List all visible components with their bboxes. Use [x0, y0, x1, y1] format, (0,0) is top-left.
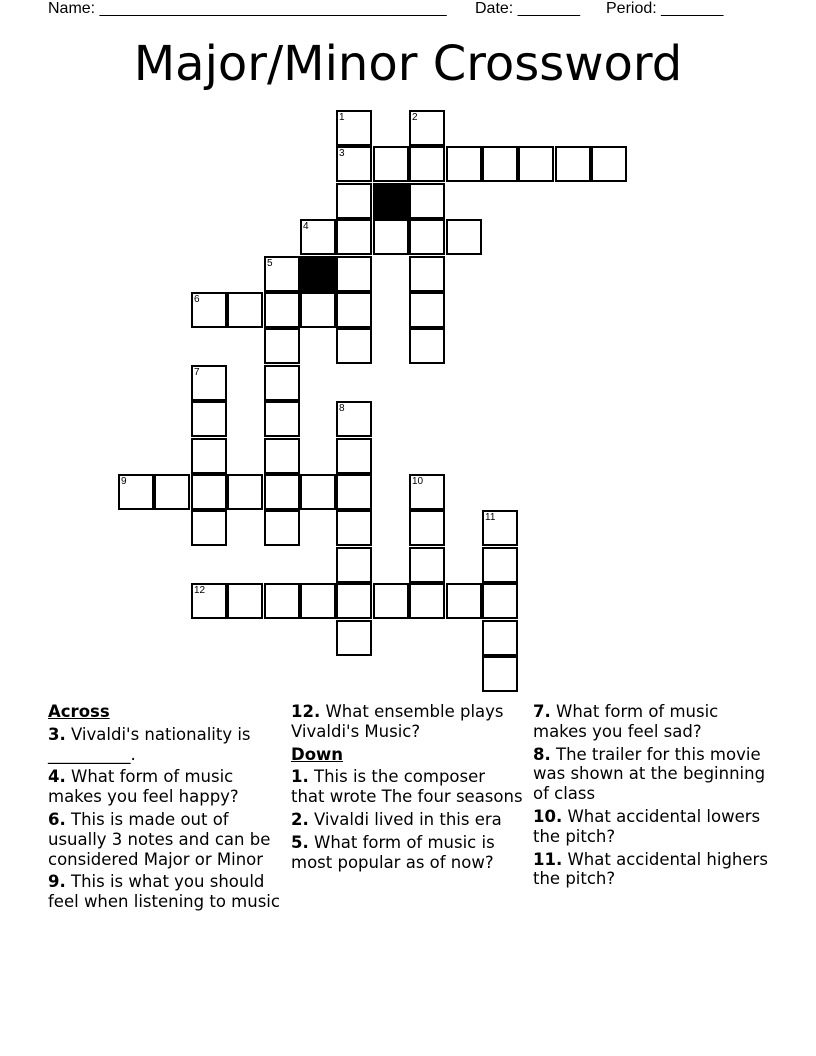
across-clue-3: 3. Vivaldi's nationality is __________. — [48, 724, 251, 764]
clue-number: 11 — [485, 512, 496, 523]
black-square — [300, 256, 336, 292]
grid-cell[interactable] — [336, 510, 372, 546]
grid-cell[interactable] — [409, 547, 445, 583]
clue-number: 12 — [194, 585, 206, 596]
down-clue-8: 8. The trailer for this movie was shown at the beginning of class — [533, 744, 766, 804]
grid-cell[interactable] — [409, 256, 445, 292]
grid-cell[interactable] — [482, 510, 518, 546]
grid-cell[interactable] — [191, 438, 227, 474]
grid-cell[interactable] — [336, 547, 372, 583]
clue-number: 5 — [267, 258, 273, 269]
grid-cell[interactable] — [264, 328, 300, 364]
grid-cell[interactable] — [482, 583, 518, 619]
grid-cell[interactable] — [409, 110, 445, 146]
grid-cell[interactable] — [555, 146, 591, 182]
grid-cell[interactable] — [409, 219, 445, 255]
grid-cell[interactable] — [300, 583, 336, 619]
down-clue-7: 7. What form of music makes you feel sad? — [533, 702, 719, 741]
grid-cell[interactable] — [264, 365, 300, 401]
page-title: Major/Minor Crossword — [133, 36, 683, 92]
grid-cell[interactable] — [336, 292, 372, 328]
grid-cell[interactable] — [336, 401, 372, 437]
down-clue-11: 11. What accidental highers the pitch? — [533, 849, 768, 889]
grid-cell[interactable] — [264, 292, 300, 328]
grid-cell[interactable] — [482, 656, 518, 692]
clue-number: 10 — [412, 476, 424, 487]
grid-cell[interactable] — [373, 583, 409, 619]
down-clue-10: 10. What accidental lowers the pitch? — [533, 806, 761, 846]
grid-cell[interactable] — [482, 547, 518, 583]
grid-cell[interactable] — [336, 256, 372, 292]
clues-column-2 — [291, 702, 523, 875]
grid-cell[interactable] — [336, 183, 372, 219]
grid-cell[interactable] — [409, 328, 445, 364]
grid-cell[interactable] — [300, 292, 336, 328]
down-clue-1: 1. This is the composer that wrote The four seasons — [291, 767, 523, 807]
grid-cell[interactable] — [227, 474, 263, 510]
grid-cell[interactable] — [518, 146, 554, 182]
grid-cell[interactable] — [227, 583, 263, 619]
grid-cell[interactable] — [373, 219, 409, 255]
date-field-label[interactable]: Date: _______ — [475, 0, 580, 17]
grid-cell[interactable] — [336, 438, 372, 474]
grid-cell[interactable] — [409, 183, 445, 219]
grid-cell[interactable] — [264, 474, 300, 510]
clue-number: 4 — [303, 221, 309, 232]
across-clue-9: 9. This is what you should feel when listening to music — [48, 872, 280, 912]
across-clue-6: 6. This is made out of usually 3 notes and can be considered Major or Minor — [48, 809, 271, 869]
grid-cell[interactable] — [336, 146, 372, 182]
clue-number: 8 — [339, 403, 345, 414]
grid-cell[interactable] — [191, 365, 227, 401]
grid-cell[interactable] — [191, 474, 227, 510]
period-field-label[interactable]: Period: _______ — [606, 0, 724, 17]
grid-cell[interactable] — [300, 474, 336, 510]
down-clue-2: 2. Vivaldi lived in this era — [291, 809, 502, 829]
clue-number: 6 — [194, 294, 200, 305]
grid-cell[interactable] — [446, 219, 482, 255]
across-clue-12: 12. What ensemble plays Vivaldi's Music? — [291, 702, 504, 741]
grid-cell[interactable] — [482, 146, 518, 182]
grid-cell[interactable] — [300, 219, 336, 255]
grid-cell[interactable] — [118, 474, 154, 510]
grid-cell[interactable] — [154, 474, 190, 510]
grid-cell[interactable] — [336, 219, 372, 255]
across-clue-4: 4. What form of music makes you feel happy? — [48, 767, 239, 807]
grid-cell[interactable] — [264, 401, 300, 437]
grid-cell[interactable] — [336, 474, 372, 510]
grid-cell[interactable] — [591, 146, 627, 182]
clue-number: 1 — [339, 112, 345, 123]
grid-cell[interactable] — [409, 474, 445, 510]
grid-cell[interactable] — [336, 110, 372, 146]
grid-cell[interactable] — [227, 292, 263, 328]
grid-cell[interactable] — [264, 256, 300, 292]
grid-cell[interactable] — [336, 620, 372, 656]
clues-column-1 — [48, 702, 286, 915]
grid-cell[interactable] — [409, 292, 445, 328]
grid-cell[interactable] — [336, 583, 372, 619]
clue-number: 9 — [121, 476, 127, 487]
grid-cell[interactable] — [191, 401, 227, 437]
grid-cell[interactable] — [191, 583, 227, 619]
grid-cell[interactable] — [446, 583, 482, 619]
grid-cell[interactable] — [264, 438, 300, 474]
clues-column-3 — [533, 702, 773, 892]
across-heading: Across — [48, 702, 110, 721]
grid-cell[interactable] — [264, 583, 300, 619]
down-heading: Down — [291, 744, 344, 764]
grid-cell[interactable] — [409, 583, 445, 619]
black-square — [373, 183, 409, 219]
grid-cell[interactable] — [191, 292, 227, 328]
clue-number: 7 — [194, 367, 200, 378]
grid-cell[interactable] — [446, 146, 482, 182]
grid-cell[interactable] — [409, 510, 445, 546]
down-clue-5: 5. What form of music is most popular as of now? — [291, 832, 495, 872]
clue-number: 3 — [339, 148, 345, 159]
clue-number: 2 — [412, 112, 418, 123]
name-field-label[interactable]: Name: _______________________________________ — [48, 0, 447, 17]
grid-cell[interactable] — [482, 620, 518, 656]
grid-cell[interactable] — [264, 510, 300, 546]
grid-cell[interactable] — [191, 510, 227, 546]
grid-cell[interactable] — [373, 146, 409, 182]
grid-cell[interactable] — [336, 328, 372, 364]
grid-cell[interactable] — [409, 146, 445, 182]
